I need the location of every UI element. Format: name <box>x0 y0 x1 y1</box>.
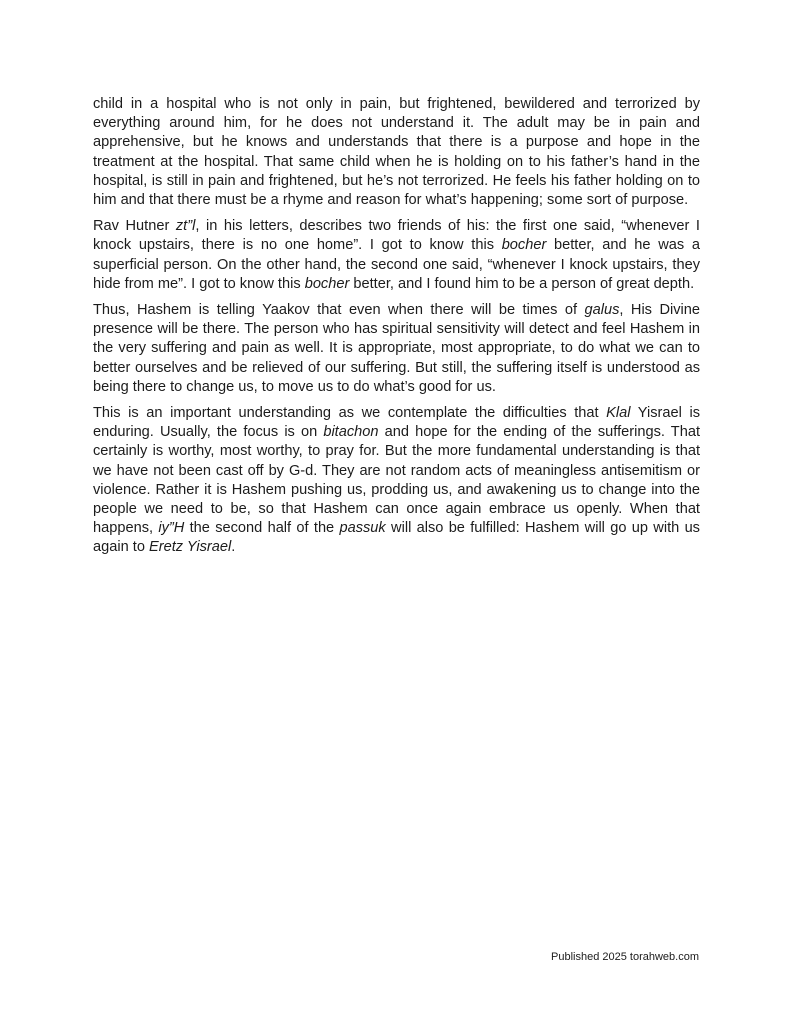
italic-text-run: passuk <box>339 520 386 537</box>
text-run: and hope for the ending of the sufferings. That certainly is worthy, most worthy, to pray for. But the more fundamental understanding is that we have not been cast off by G-d. They are not random acts of meaningless antisemitism or violence. Rather it is Hashem pushing us, prodding us, and awakening us to change into the people we need to be, so that Hashem can once again embrace us openly. When that happens, <box>93 424 700 537</box>
italic-text-run: bitachon <box>323 424 379 441</box>
italic-text-run: galus <box>584 302 620 319</box>
paragraph <box>93 217 700 294</box>
text-run: , His Divine presence will be there. The person who has spiritual sensitivity will detect and feel Hashem in the very suffering and pain as well. It is appropriate, most appropriate, to do what we can to better ourselves and be relieved of our suffering. But still, the suffering itself is understood as being there to change us, to move us to do what’s good for us. <box>93 302 700 395</box>
italic-text-run: bocher <box>304 275 350 292</box>
italic-text-run: bocher <box>501 237 547 254</box>
text-run: Thus, Hashem is telling Yaakov that even when there will be times of <box>93 302 585 319</box>
page-footer: Published 2025 torahweb.com <box>551 951 699 963</box>
italic-text-run: zt”l <box>175 218 196 235</box>
document-body <box>93 95 700 565</box>
paragraph <box>93 95 700 210</box>
paragraph <box>93 301 700 397</box>
text-run: better, and he was a superficial person. On the other hand, the second one said, “whenever I knock upstairs, they hide from me”. I got to know this <box>93 237 700 292</box>
paragraph <box>93 404 700 558</box>
text-run: will also be fulfilled: Hashem will go up with us again to <box>93 520 700 556</box>
text-run: , in his letters, describes two friends of his: the first one said, “whenever I knock upstairs, there is no one home”. I got to know this <box>93 218 700 254</box>
italic-text-run: Eretz Yisrael <box>149 539 232 556</box>
text-run: the second half of the <box>184 520 340 537</box>
text-run: Yisrael is enduring. Usually, the focus is on <box>93 405 700 441</box>
italic-text-run: iy”H <box>158 520 185 537</box>
text-run: better, and I found him to be a person of great depth. <box>349 275 695 292</box>
text-run: Rav Hutner <box>93 218 176 235</box>
text-run: . <box>231 539 236 556</box>
text-run: child in a hospital who is not only in pain, but frightened, bewildered and terrorized by everything around him, for he does not understand it. The adult may be in pain and apprehensive, but he knows and understands that there is a purpose and hope in the treatment at the hospital. That same child when he is holding on to his father’s hand in the hospital, is still in pain and frightened, but he’s not terrorized. He feels his father holding on to him and that there must be a rhyme and reason for what’s happening; some sort of purpose. <box>93 96 700 209</box>
italic-text-run: Klal <box>606 405 631 422</box>
text-run: This is an important understanding as we contemplate the difficulties that <box>93 405 607 422</box>
